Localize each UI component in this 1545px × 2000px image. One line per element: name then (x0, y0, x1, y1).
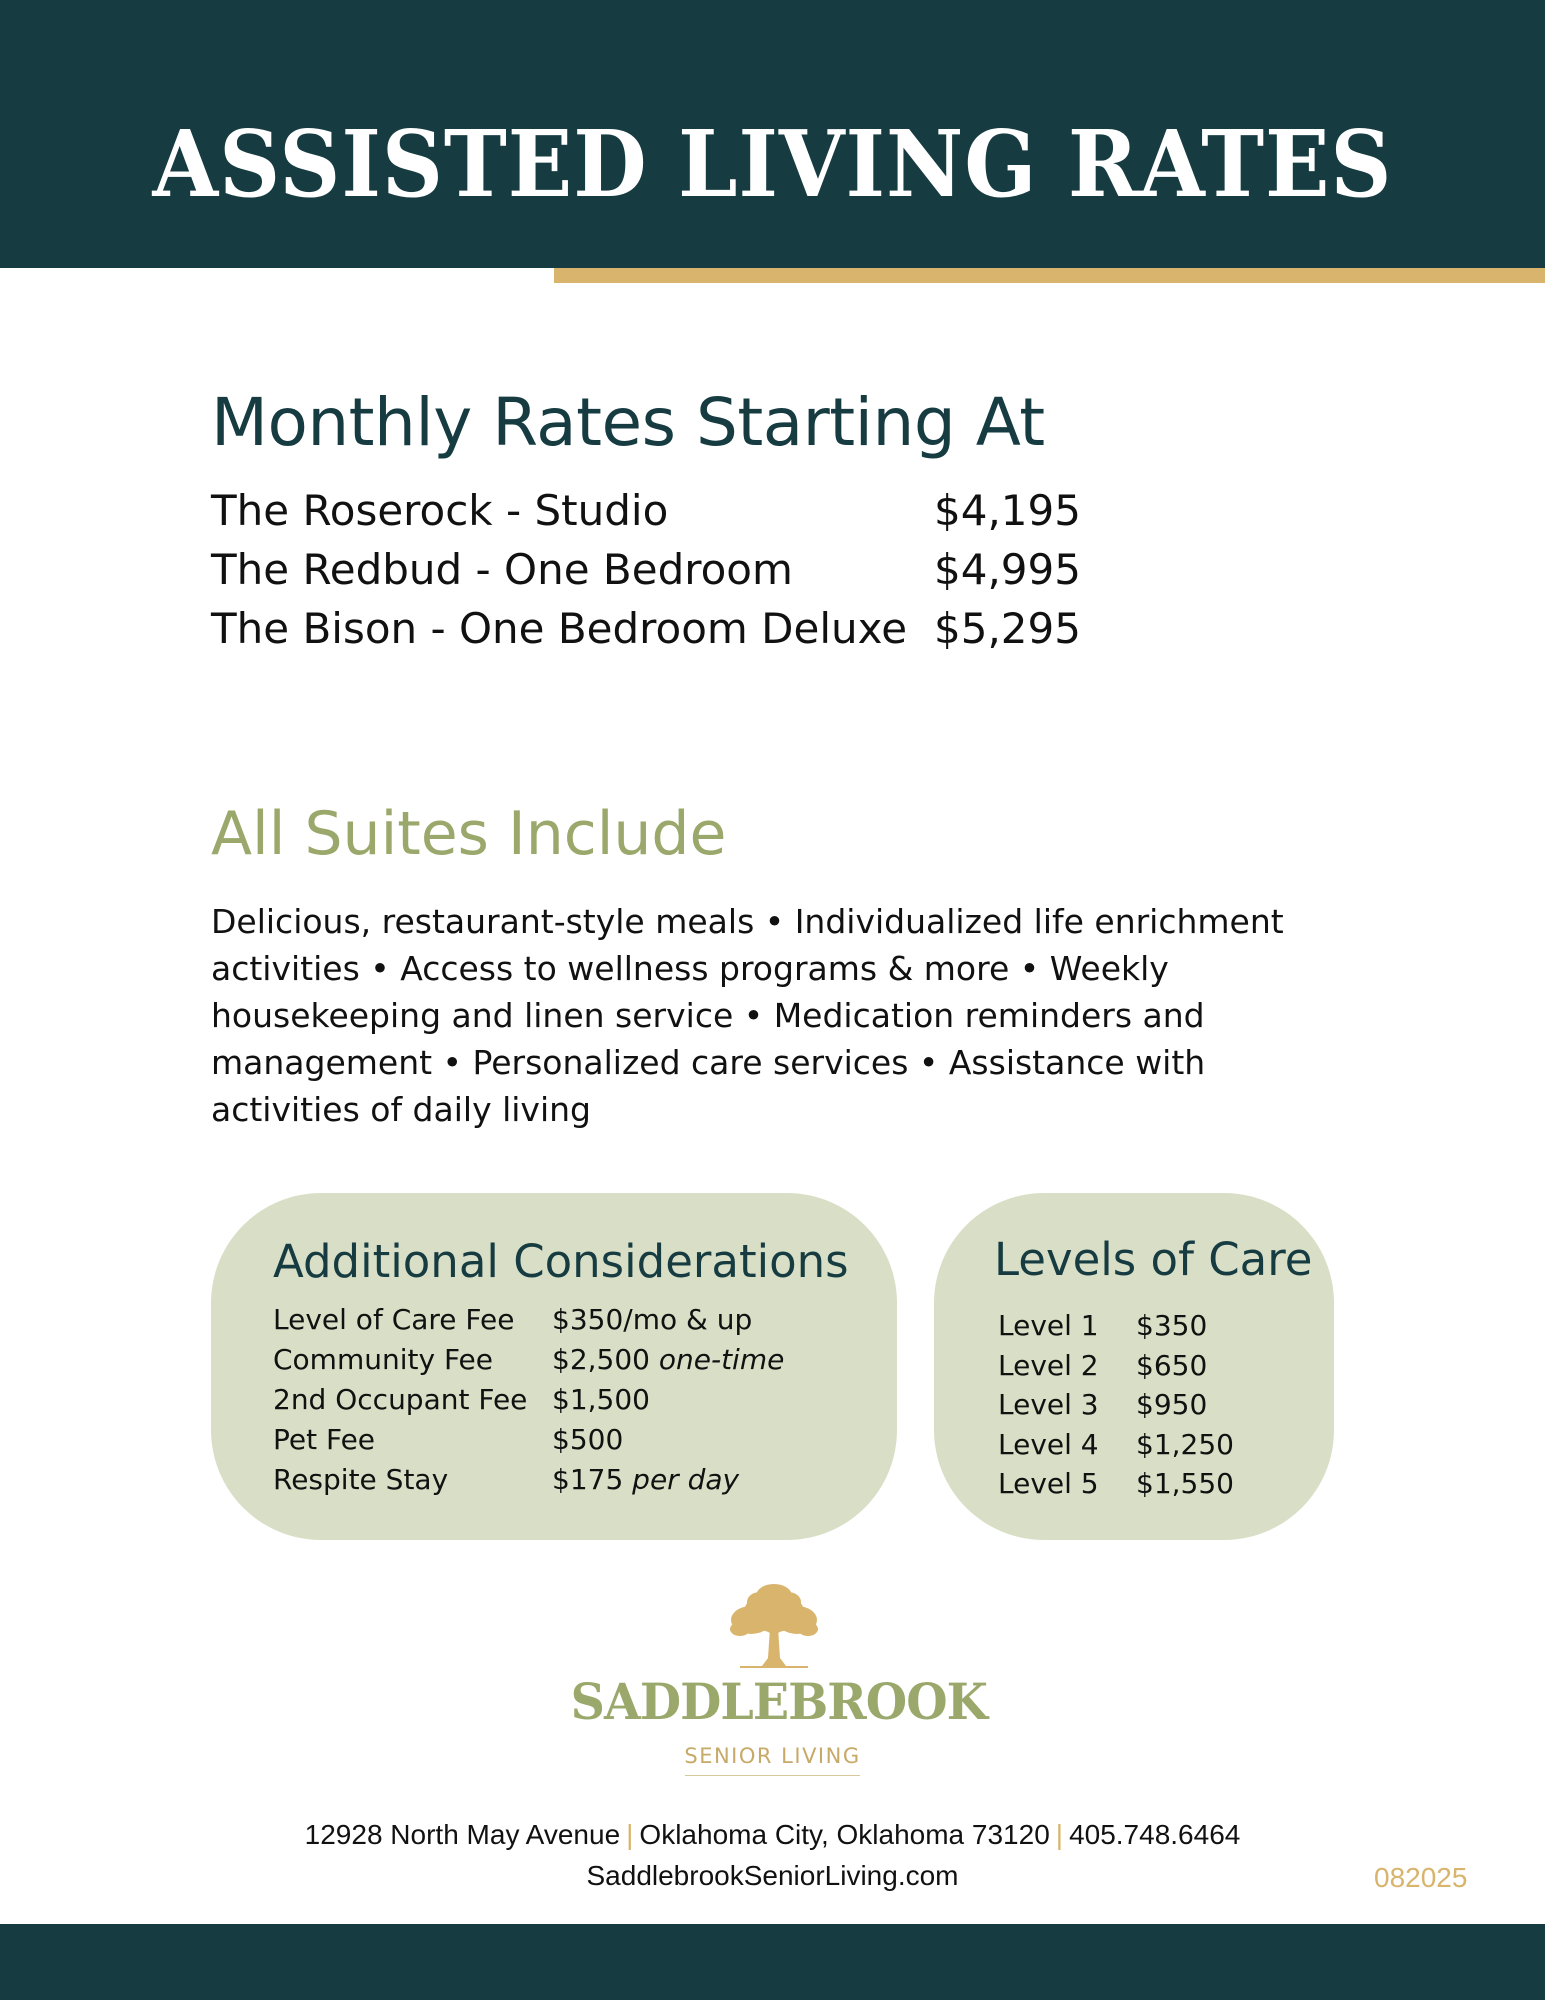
suites-heading: All Suites Include (211, 799, 727, 869)
level-label: Level 4 (998, 1427, 1099, 1461)
fee-amount: $500 (552, 1423, 624, 1456)
fee-note: one-time (658, 1343, 785, 1376)
fee-label: Respite Stay (273, 1463, 449, 1496)
rate-price: $4,195 (934, 486, 1081, 535)
website-link[interactable]: SaddlebrookSeniorLiving.com (586, 1860, 959, 1891)
level-label: Level 2 (998, 1348, 1099, 1382)
fee-amount: $2,500 (552, 1343, 659, 1376)
level-price: $650 (1136, 1348, 1208, 1382)
logo-subtitle: SENIOR LIVING (684, 1744, 861, 1768)
monthly-rates-heading: Monthly Rates Starting At (211, 384, 1045, 461)
level-label: Level 1 (998, 1309, 1099, 1342)
logo-divider (685, 1775, 860, 1776)
rate-price: $4,995 (934, 545, 1081, 594)
saddlebrook-logo (560, 1582, 985, 1782)
level-label: Level 3 (998, 1388, 1099, 1421)
levels-of-care-card (934, 1193, 1334, 1540)
gold-accent-bar (554, 268, 1545, 283)
logo-wordmark: SADDLEBROOK (570, 1672, 987, 1731)
rate-row (211, 545, 1111, 604)
fee-value (552, 1463, 739, 1496)
fee-amount: $175 (552, 1463, 633, 1496)
fee-label: 2nd Occupant Fee (273, 1383, 528, 1416)
phone-number[interactable]: 405.748.6464 (1069, 1819, 1241, 1850)
monthly-rates-list (211, 486, 1111, 663)
fee-amount: $350/mo & up (552, 1303, 753, 1336)
level-price: $350 (1136, 1309, 1208, 1342)
fee-value (552, 1303, 752, 1336)
fee-label: Pet Fee (273, 1423, 376, 1456)
tree-icon (726, 1582, 822, 1670)
rate-row (211, 604, 1111, 663)
additional-considerations-title: Additional Considerations (273, 1235, 849, 1288)
additional-considerations-card (211, 1193, 897, 1540)
suites-description: Delicious, restaurant-style meals • Individualized life enrichment activities • Access to wellness programs & more • Weekly housekeeping and linen service • Medication reminders and management • Personalized care services • Assistance with activities of daily living (211, 902, 1284, 1129)
fee-value (552, 1383, 650, 1416)
level-price: $1,250 (1136, 1427, 1234, 1461)
city-state-zip: Oklahoma City, Oklahoma 73120 (639, 1819, 1050, 1850)
page-title: ASSISTED LIVING RATES (152, 110, 1393, 218)
rate-name: The Redbud - One Bedroom (211, 545, 793, 594)
separator: | (1055, 1819, 1064, 1850)
fee-label: Level of Care Fee (273, 1303, 515, 1336)
rate-name: The Bison - One Bedroom Deluxe (211, 604, 908, 653)
street-address: 12928 North May Avenue (304, 1819, 621, 1850)
footer-band (0, 1924, 1545, 2000)
rate-price: $5,295 (934, 604, 1081, 653)
levels-of-care-title: Levels of Care (994, 1233, 1313, 1286)
level-price: $950 (1136, 1388, 1208, 1421)
fee-note: per day (632, 1463, 740, 1496)
fee-value (552, 1343, 784, 1376)
separator: | (626, 1819, 634, 1850)
level-price: $1,550 (1136, 1467, 1234, 1500)
fee-amount: $1,500 (552, 1383, 650, 1416)
rate-row (211, 486, 1111, 545)
rate-name: The Roserock - Studio (211, 486, 669, 535)
fee-value (552, 1423, 623, 1456)
fee-label: Community Fee (273, 1343, 493, 1376)
level-label: Level 5 (998, 1467, 1099, 1500)
address-line (0, 1819, 1545, 1851)
document-code: 082025 (1374, 1862, 1468, 1893)
